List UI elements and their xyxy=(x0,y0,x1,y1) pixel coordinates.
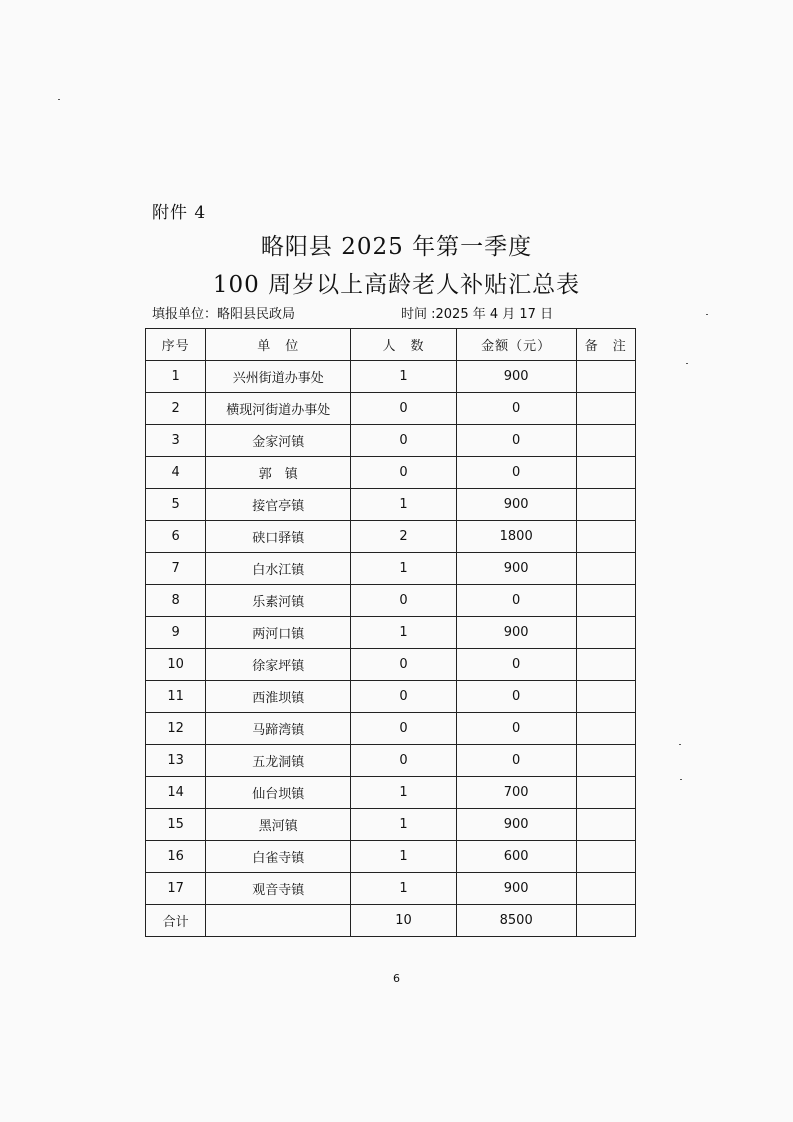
cell-count: 0 xyxy=(351,713,457,745)
cell-amount: 0 xyxy=(456,425,576,457)
cell-amount: 0 xyxy=(456,585,576,617)
table-row xyxy=(146,617,636,649)
cell-index: 14 xyxy=(146,777,206,809)
cell-unit: 白雀寺镇 xyxy=(206,841,351,873)
cell-index: 6 xyxy=(146,521,206,553)
cell-unit: 马蹄湾镇 xyxy=(206,713,351,745)
cell-unit: 白水江镇 xyxy=(206,553,351,585)
scan-speck xyxy=(686,363,688,364)
cell-count: 0 xyxy=(351,585,457,617)
total-unit xyxy=(206,905,351,937)
header-unit: 单 位 xyxy=(206,329,351,361)
table-row xyxy=(146,393,636,425)
cell-unit: 金家河镇 xyxy=(206,425,351,457)
cell-unit: 横现河街道办事处 xyxy=(206,393,351,425)
cell-count: 2 xyxy=(351,521,457,553)
cell-index: 12 xyxy=(146,713,206,745)
header-amount: 金额（元） xyxy=(456,329,576,361)
cell-index: 16 xyxy=(146,841,206,873)
cell-count: 1 xyxy=(351,841,457,873)
cell-note xyxy=(576,393,635,425)
total-amount: 8500 xyxy=(456,905,576,937)
cell-unit: 接官亭镇 xyxy=(206,489,351,521)
total-label: 合计 xyxy=(146,905,206,937)
cell-count: 0 xyxy=(351,393,457,425)
cell-amount: 900 xyxy=(456,553,576,585)
page-number: 6 xyxy=(393,972,400,985)
cell-amount: 900 xyxy=(456,873,576,905)
cell-note xyxy=(576,713,635,745)
title-line-2: 100 周岁以上高龄老人补贴汇总表 xyxy=(212,272,581,298)
cell-note xyxy=(576,489,635,521)
cell-note xyxy=(576,649,635,681)
table-row xyxy=(146,841,636,873)
cell-index: 4 xyxy=(146,457,206,489)
cell-unit: 仙台坝镇 xyxy=(206,777,351,809)
cell-index: 17 xyxy=(146,873,206,905)
table-row xyxy=(146,489,636,521)
cell-count: 0 xyxy=(351,681,457,713)
cell-note xyxy=(576,361,635,393)
cell-note xyxy=(576,553,635,585)
cell-amount: 0 xyxy=(456,457,576,489)
cell-unit: 西淮坝镇 xyxy=(206,681,351,713)
cell-count: 1 xyxy=(351,873,457,905)
cell-amount: 0 xyxy=(456,745,576,777)
cell-amount: 600 xyxy=(456,841,576,873)
cell-index: 1 xyxy=(146,361,206,393)
total-row xyxy=(146,905,636,937)
cell-amount: 0 xyxy=(456,393,576,425)
cell-count: 0 xyxy=(351,425,457,457)
table-row xyxy=(146,713,636,745)
cell-index: 7 xyxy=(146,553,206,585)
cell-count: 1 xyxy=(351,777,457,809)
cell-unit: 郭 镇 xyxy=(206,457,351,489)
cell-index: 15 xyxy=(146,809,206,841)
cell-count: 0 xyxy=(351,649,457,681)
table-body xyxy=(146,361,636,905)
cell-index: 9 xyxy=(146,617,206,649)
report-time: 时间 :2025 年 4 月 17 日 xyxy=(401,307,554,322)
cell-unit: 乐素河镇 xyxy=(206,585,351,617)
reporting-unit: 填报单位：略阳县民政局 xyxy=(152,307,296,322)
cell-amount: 1800 xyxy=(456,521,576,553)
title-line-1: 略阳县 2025 年第一季度 xyxy=(260,234,533,260)
header-index: 序号 xyxy=(146,329,206,361)
cell-note xyxy=(576,521,635,553)
cell-note xyxy=(576,425,635,457)
table-row xyxy=(146,777,636,809)
total-count: 10 xyxy=(351,905,457,937)
cell-unit: 五龙洞镇 xyxy=(206,745,351,777)
cell-unit: 硖口驿镇 xyxy=(206,521,351,553)
cell-note xyxy=(576,873,635,905)
table-row xyxy=(146,745,636,777)
cell-amount: 700 xyxy=(456,777,576,809)
table-row xyxy=(146,809,636,841)
cell-index: 10 xyxy=(146,649,206,681)
cell-amount: 900 xyxy=(456,361,576,393)
table-row xyxy=(146,521,636,553)
scan-speck xyxy=(680,779,682,780)
table-row xyxy=(146,585,636,617)
table-header-row xyxy=(146,329,636,361)
cell-unit: 观音寺镇 xyxy=(206,873,351,905)
cell-index: 8 xyxy=(146,585,206,617)
cell-count: 1 xyxy=(351,553,457,585)
total-note xyxy=(576,905,635,937)
table-row xyxy=(146,553,636,585)
table-row xyxy=(146,361,636,393)
cell-unit: 徐家坪镇 xyxy=(206,649,351,681)
cell-note xyxy=(576,777,635,809)
cell-amount: 0 xyxy=(456,713,576,745)
cell-count: 0 xyxy=(351,457,457,489)
cell-note xyxy=(576,809,635,841)
cell-note xyxy=(576,457,635,489)
cell-count: 1 xyxy=(351,617,457,649)
cell-index: 2 xyxy=(146,393,206,425)
table-row xyxy=(146,873,636,905)
table-row xyxy=(146,681,636,713)
cell-amount: 0 xyxy=(456,681,576,713)
scan-speck xyxy=(679,744,681,745)
cell-note xyxy=(576,841,635,873)
attachment-label: 附件 4 xyxy=(152,203,207,223)
cell-amount: 900 xyxy=(456,617,576,649)
table-row xyxy=(146,649,636,681)
cell-unit: 两河口镇 xyxy=(206,617,351,649)
cell-unit: 兴州街道办事处 xyxy=(206,361,351,393)
cell-amount: 0 xyxy=(456,649,576,681)
cell-amount: 900 xyxy=(456,809,576,841)
scan-speck xyxy=(58,99,60,100)
cell-amount: 900 xyxy=(456,489,576,521)
cell-note xyxy=(576,745,635,777)
header-count: 人 数 xyxy=(351,329,457,361)
cell-note xyxy=(576,617,635,649)
subsidy-summary-table xyxy=(145,328,636,937)
cell-count: 1 xyxy=(351,489,457,521)
cell-index: 5 xyxy=(146,489,206,521)
scan-speck xyxy=(706,314,708,315)
cell-index: 11 xyxy=(146,681,206,713)
cell-unit: 黑河镇 xyxy=(206,809,351,841)
cell-note xyxy=(576,585,635,617)
cell-count: 1 xyxy=(351,361,457,393)
cell-index: 3 xyxy=(146,425,206,457)
cell-count: 0 xyxy=(351,745,457,777)
cell-count: 1 xyxy=(351,809,457,841)
header-note: 备 注 xyxy=(576,329,635,361)
table-row xyxy=(146,457,636,489)
cell-index: 13 xyxy=(146,745,206,777)
table-row xyxy=(146,425,636,457)
cell-note xyxy=(576,681,635,713)
